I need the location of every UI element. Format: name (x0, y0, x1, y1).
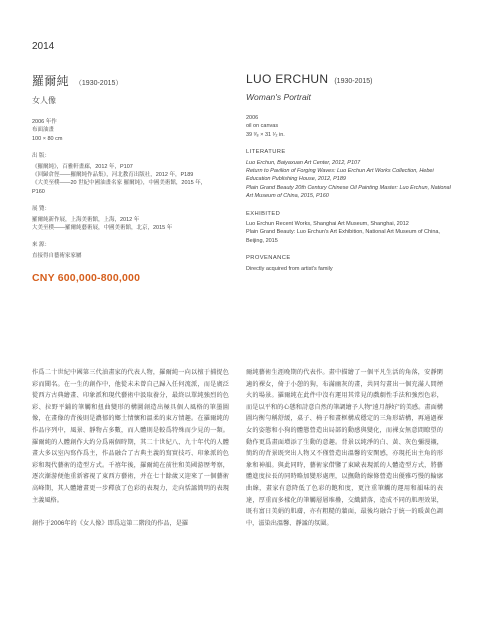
essay-paragraph: 創作于2006年的《女人像》即爲這第二階段的作品，是羅 (32, 519, 189, 527)
chinese-catalogue-entry (32, 72, 207, 260)
artist-header-zh (32, 72, 207, 89)
exhibited-section-zh (32, 205, 207, 232)
artist-name-en: LUO ERCHUN (246, 72, 329, 86)
exhibited-item-en: Plain Grand Beauty: Luo Erchun's Art Exhibition, National Art Museum of China, Beijing, 2015 (246, 229, 440, 244)
artwork-title-en: Woman's Portrait (246, 92, 311, 102)
size-zh: 100 × 80 cm (32, 135, 63, 142)
exhibited-heading-zh: 展 覽： (32, 206, 51, 213)
medium-en: oil on canvas (246, 123, 279, 130)
artwork-title-zh: 女人像 (32, 96, 56, 105)
size-en: 39 ³⁄₈ × 31 ¹⁄₂ in. (246, 131, 285, 138)
literature-item-zh: 《回歸倉徑——羅爾純作品集》，河北教育出版社，2012 年，P189 (32, 172, 194, 179)
medium-block-en (246, 114, 456, 139)
medium-block-zh (32, 118, 207, 143)
provenance-heading-zh: 來 源： (32, 242, 51, 249)
exhibited-section-en (246, 210, 456, 246)
year-zh: 2006 年作 (32, 119, 57, 125)
medium-zh: 布面油畫 (32, 127, 55, 134)
literature-heading-en: LITERATURE (246, 149, 286, 156)
exhibited-item-en: Luo Erchun Recent Works, Shanghai Art Museum, Shanghai, 2012 (246, 221, 409, 228)
provenance-section-zh (32, 241, 207, 260)
literature-item-en: Luo Erchun, Baiyaxuan Art Center, 2012, P107 (246, 159, 361, 166)
exhibited-item-zh: 羅爾純新作展，上海美術館，上海，2012 年 (32, 216, 140, 223)
literature-item-zh: 《羅爾純》，百雅軒畫廊，2012 年，P107 (32, 163, 133, 170)
artist-header-en (246, 72, 456, 86)
literature-heading-zh: 出 版： (32, 153, 51, 160)
price-estimate: CNY 600,000-800,000 (32, 272, 141, 284)
year-en: 2006 (246, 115, 259, 121)
essay-column-left (32, 367, 229, 529)
exhibited-item-zh: 大美至樸——羅爾純藝術展，中國美術館，北京，2015 年 (32, 225, 173, 232)
lot-number: 2014 (32, 41, 55, 52)
provenance-text-zh: 直接得自藝術家家屬 (32, 252, 82, 259)
literature-item-en: Return to Pavilion of Forging Waves: Luo Erchun Art Works Collection, Hebei Education Publishing House, 2012, P189 (246, 168, 434, 183)
literature-item-zh: 《大美至樸——20 世紀中國油畫名家 羅爾純》，中國美術館，2015 年，P160 (32, 180, 207, 195)
literature-section-en (246, 148, 456, 200)
literature-item-en: Plain Grand Beauty 20th Century Chinese Oil Painting Master: Luo Erchun, National Art Museum of China, 2015, P160 (246, 184, 451, 200)
artist-name-zh: 羅爾純 (32, 74, 69, 88)
artist-dates-en: (1930-2015) (334, 78, 373, 85)
provenance-section-en (246, 254, 456, 273)
essay-paragraph: 作爲二十世紀中國第三代油畫家的代表人物，羅爾純一向以擅于捕捉色彩而聞名。在一生的創作中，他從未未曾自己歸入任何流派，而是廣泛從西方古典繪畫、印象派和現代藝術中汲取養分，最終以單純強烈的色彩、拉野平鋪的筆觸和扭曲變形的構圖創造出極具個人風格的筆墨圖像，在畫像的背後則是濃郁的鄉土情懷和溫柔的東方情趣。在羅爾純的作品序列中，風景、靜物占多數，而人體則是較爲特殊而少見的一類。羅爾純的人體創作大約分爲兩個時期，其二十世紀八、九十年代的人體畫大多以室內寫作爲主，作品融合了古典主義的寫實技巧、印象派的色彩和現代藝術的造型方式。千禧年後，羅爾純在前往和美國游歷考察，逐次漸游便他重新審視了東西方藝術，并在七十餘歲又迎來了一個藝術高峰期，其人體繪畫更一步釋放了色彩的表現力，走向恬謐簡明的表現主義風格。 (32, 369, 229, 504)
literature-section-zh (32, 152, 207, 196)
provenance-text-en: Directly acquired from artist's family (246, 265, 333, 272)
provenance-heading-en: PROVENANCE (246, 255, 291, 262)
artist-dates-zh: （1930-2015） (74, 80, 123, 87)
english-catalogue-entry (246, 72, 456, 273)
essay-column-right (246, 367, 443, 529)
exhibited-heading-en: EXHIBITED (246, 210, 281, 217)
essay-paragraph: 爾純藝術生涯晚期的代表作。畫中描繪了一個平凡生活的角落，安靜閑適的裸女，倚于小憩的狗，布滿幽灰的畫，共同勾畫出一個充滿人間煙火的場景。羅爾純在此件中沒有運用其常見的戲劇性手法和強烈色彩，而是以平和的心態和詩意自然的筆調繪予人物“遠月靜好”的美感。畫面構圖均衡勻稱舒緩，桌子、椅子和畫框構成穩定的三角形結構，再通過裸女的姿態和小狗的體態營造出局部的動感與變化，而裸女無意間瞭望的動作更爲畫面增添了生動的意趣。背景以純淨的白、黃、灰色彌漫襯，簡約的背景既突出人物又不僅營造出溫馨的安閑感，亦現托出主角的形象和神韻。與此同時，藝術家借鑒了東歐表現派的人體造型方式，將藝體進度拉長的同時略加變形處理，以撫動的線條營造出優雅巧慢的輪廓曲線，畫家有意降低了色彩的飽和度，更注重筆觸的運用和韻味的表達，厚重而多樣化的筆觸層層堆疊，交織錯落，造成不同的肌理效果，既有富日美娟的肌膚，亦有粗糙的牆面，最後均融合于統一的暖黃色調中，滋染出溫馨、靜謐的氛圍。 (246, 369, 443, 527)
